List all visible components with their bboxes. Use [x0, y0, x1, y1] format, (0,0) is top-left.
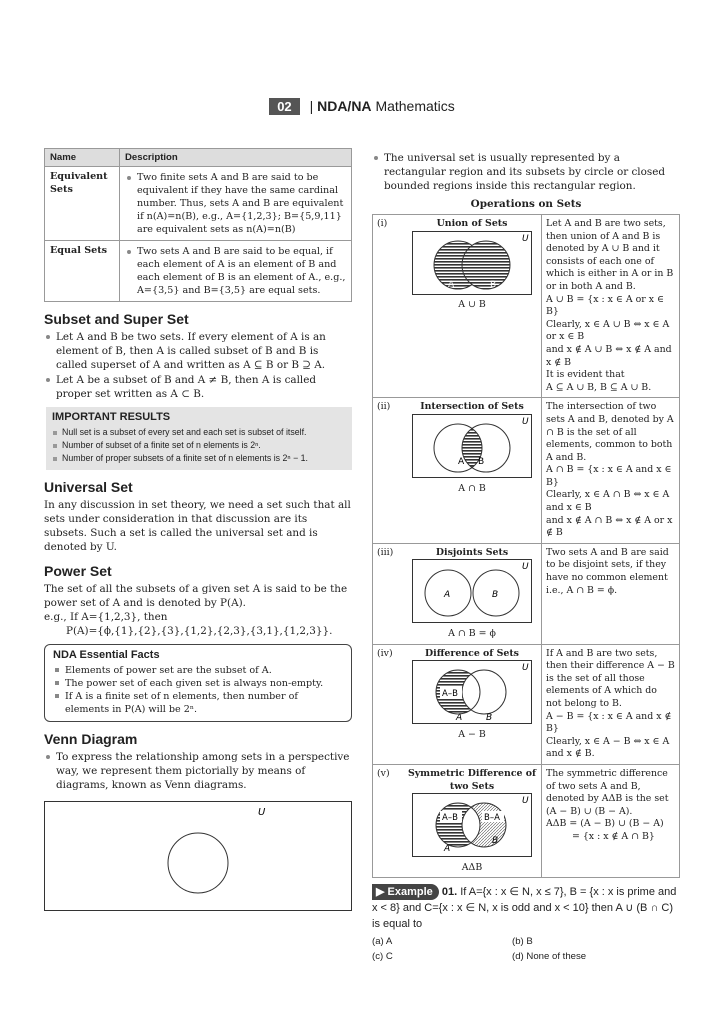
op-desc: The intersection of two sets A and B, denoted by A ∩ B is the set of all elements, common to both A and B.	[546, 401, 674, 463]
option: (d) None of these	[512, 951, 587, 963]
op-number: (i)	[373, 215, 404, 398]
section-title: Universal Set	[44, 479, 133, 495]
op-desc: A ⊆ A ∪ B, B ⊆ A ∪ B.	[546, 381, 652, 393]
venn-symmetric-difference	[412, 793, 532, 857]
op-desc: A − B = {x : x ∈ A and x ∉ B}	[546, 710, 672, 735]
option: (a) A	[372, 936, 393, 948]
op-desc: It is evident that	[546, 369, 625, 381]
list-item: The power set of each given set is always non-empty.	[53, 677, 343, 690]
a-minus-b-label: A–B	[442, 813, 458, 824]
paragraph: The universal set is usually represented by a rectangular region and its subsets by circle or closed bounded regions inside this rectangular region.	[372, 151, 680, 193]
table-row	[373, 543, 680, 644]
list-item: Number of proper subsets of a finite set of n elements is 2ⁿ − 1.	[52, 452, 346, 465]
op-desc: If A and B are two sets, then their difference A − B is the set of all those elements of A which do not belong to B.	[546, 647, 675, 709]
section-title: Power Set	[44, 563, 112, 579]
op-caption: A ∩ B	[458, 482, 486, 494]
op-desc: Clearly, x ∈ A ∪ B ⇔ x ∈ A or x ∈ B	[546, 318, 670, 343]
venn-intersection	[412, 414, 532, 478]
row-desc: Two finite sets A and B are said to be equivalent if they have the same cardinal number. Thus, sets A and B are equivalent if n(A)=n(B), e.g., A={1,2,3}; B={5,9,11} are equivalent sets as n(A)=n(B)	[125, 171, 346, 236]
op-desc: Clearly, x ∈ A ∩ B ⇔ x ∈ A	[546, 489, 670, 501]
op-desc: AΔB = (A − B) ∪ (B − A)	[546, 818, 664, 830]
venn-difference	[412, 660, 532, 724]
list-item: Number of subset of a finite set of n elements is 2ⁿ.	[52, 439, 346, 452]
op-name: Disjoints Sets	[435, 546, 509, 558]
u-label: U	[522, 416, 529, 427]
op-desc: A ∩ B = {x : x ∈ A and x ∈ B}	[546, 464, 672, 488]
paragraph: In any discussion in set theory, we need a set such that all sets under consideration in that discussion are its subsets. Such a set is called the universal set and is denoted by U.	[44, 499, 351, 553]
option: (b) B	[512, 936, 533, 948]
op-desc: = {x : x ∉ A ∩ B}	[572, 830, 655, 842]
page-header	[0, 98, 724, 115]
op-caption: A ∪ B	[458, 299, 486, 311]
table-row	[45, 167, 352, 241]
op-name: Union of Sets	[436, 218, 508, 229]
b-label: B	[492, 590, 499, 601]
row-name: Equivalent Sets	[45, 167, 120, 241]
op-desc: Let A and B are two sets, then union of A and B is denoted by A ∪ B and it consists of each one of which is either in A or in B or in both A and B.	[546, 218, 674, 292]
header-brand: NDA/NA	[317, 98, 372, 114]
venn-union	[412, 231, 532, 295]
u-label: U	[522, 663, 529, 674]
example-label: Example	[387, 886, 433, 899]
left-column	[44, 148, 352, 915]
op-desc: Clearly, x ∈ A − B ⇔ x ∈ A and x ∉ B.	[546, 735, 670, 760]
example-badge: ▶ Example	[372, 884, 439, 900]
set-circle	[168, 833, 228, 893]
a-label: A	[444, 844, 451, 855]
important-results-box	[46, 407, 352, 470]
table-row	[373, 215, 680, 398]
b-label: B	[478, 456, 485, 467]
op-desc: and x ∉ A ∩ B ⇔ x ∉ A or x ∉ B	[546, 514, 673, 539]
example-line: e.g., If A={1,2,3}, then	[44, 611, 168, 623]
page-number: 02	[269, 98, 299, 115]
row-name: Equal Sets	[45, 241, 120, 302]
list-item: Null set is a subset of every set and each set is subset of itself.	[52, 426, 346, 439]
op-caption: A ∩ B = ϕ	[448, 628, 496, 640]
b-label: B	[492, 836, 499, 847]
paragraph: To express the relationship among sets in a perspective way, we represent them pictorially by means of diagrams, known as Venn diagrams.	[44, 750, 352, 792]
options-grid	[372, 934, 680, 964]
example-text: If A={x : x ∈ N, x ≤ 7}, B = {x : x is prime and x < 8} and C={x : x ∈ N, x is odd and x < 10} then A ∪ (B ∩ C) is equal to	[372, 886, 677, 931]
table-row	[45, 241, 352, 302]
paragraph: Let A be a subset of B and A ≠ B, then A is called proper set written as A ⊂ B.	[44, 373, 352, 401]
col-desc-header: Description	[120, 149, 352, 167]
section-title: Venn Diagram	[44, 731, 138, 747]
definitions-table	[44, 148, 352, 302]
paragraph: Let A and B be two sets. If every element of A is an element of B, then A is called subset of B and B is called superset of A and written as A ⊆ B or B ⊇ A.	[44, 330, 352, 372]
section-title: Subset and Super Set	[44, 311, 189, 327]
u-label: U	[522, 562, 529, 573]
u-label: U	[522, 796, 529, 807]
a-label: A	[456, 713, 463, 724]
b-minus-a-label: B–A	[484, 813, 500, 824]
col-name-header: Name	[45, 149, 120, 167]
op-name: Difference of Sets	[425, 647, 519, 659]
op-caption: AΔB	[461, 861, 483, 873]
op-number: (ii)	[373, 398, 404, 544]
universal-label: U	[258, 807, 266, 818]
op-number: (iv)	[373, 644, 404, 764]
table-row	[373, 398, 680, 544]
b-label: B	[486, 713, 493, 724]
b-label: B	[490, 279, 497, 290]
op-name: Symmetric Difference of two Sets	[407, 767, 537, 792]
diff-label: A–B	[442, 689, 458, 700]
list-item: If A is a finite set of n elements, then number of elements in P(A) will be 2ⁿ.	[53, 690, 343, 716]
op-number: (iii)	[373, 543, 404, 644]
example-number: 01.	[441, 886, 458, 899]
ops-title: Operations on Sets	[470, 198, 582, 210]
op-desc: Two sets A and B are said to be disjoint sets, if they have no common element i.e., A ∩ B = ϕ.	[546, 546, 669, 596]
op-name: Intersection of Sets	[420, 401, 524, 413]
header-subject: Mathematics	[375, 98, 455, 114]
essential-facts-box	[44, 644, 352, 722]
op-desc: The symmetric difference of two sets A and B, denoted by AΔB is the set (A − B) ∪ (B − A).	[546, 767, 669, 817]
op-desc: and x ∈ B	[546, 502, 592, 514]
op-desc: and x ∉ A ∪ B ⇔ x ∉ A and x ∉ B	[546, 343, 672, 368]
example-block	[372, 884, 680, 932]
header-sep: |	[309, 98, 314, 114]
table-row	[373, 764, 680, 877]
right-column	[372, 150, 680, 964]
op-caption: A − B	[458, 728, 486, 740]
row-desc: Two sets A and B are said to be equal, if each element of A is an element of B and each element of B is an element of A., e.g., A={3,5} and B={3,5} are equal sets.	[125, 245, 346, 297]
venn-diagram-example	[44, 801, 352, 911]
op-number: (v)	[373, 764, 404, 877]
paragraph: The set of all the subsets of a given set A is said to be the power set of A and is denoted by P(A).	[44, 583, 348, 609]
a-label: A	[448, 279, 455, 290]
box-title: NDA Essential Facts	[53, 649, 160, 661]
table-row	[373, 644, 680, 764]
option: (c) C	[372, 951, 393, 963]
box-title: IMPORTANT RESULTS	[52, 411, 171, 423]
u-label: U	[522, 233, 529, 244]
list-item: Elements of power set are the subset of A.	[53, 664, 343, 677]
formula: P(A)={ϕ,{1},{2},{3},{1,2},{2,3},{3,1},{1,2,3}}.	[66, 625, 333, 637]
a-label: A	[444, 590, 451, 601]
operations-table	[372, 214, 680, 878]
op-desc: A ∪ B = {x : x ∈ A or x ∈ B}	[546, 293, 664, 318]
venn-disjoint	[412, 559, 532, 623]
a-label: A	[458, 456, 465, 467]
